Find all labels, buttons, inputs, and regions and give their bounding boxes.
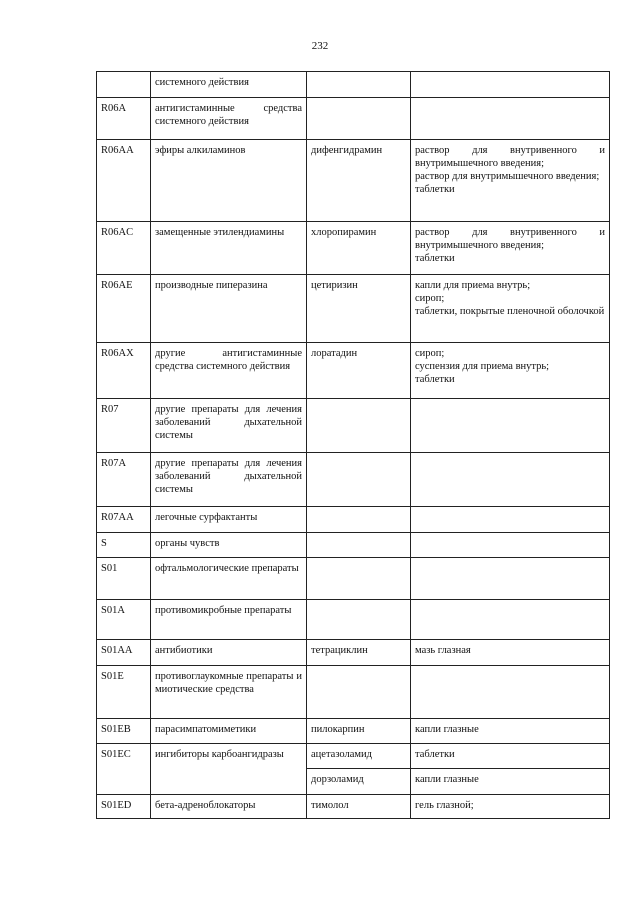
dosage-form: таблетки, покрытые пленочной оболочкой bbox=[415, 306, 605, 317]
drug-name-cell: лоратадин bbox=[307, 343, 411, 399]
pharm-group-cell: системного действия bbox=[151, 72, 307, 98]
drug-name-cell: хлоропирамин bbox=[307, 222, 411, 275]
pharm-group-cell: органы чувств bbox=[151, 533, 307, 558]
dosage-forms-cell bbox=[411, 453, 610, 507]
dosage-form: раствор для внутривенного и внутримышечного введения; bbox=[415, 227, 605, 251]
atc-code-cell: S01ED bbox=[97, 795, 151, 819]
drug-name-cell bbox=[307, 558, 411, 600]
table-row bbox=[97, 533, 610, 558]
pharm-group-cell: другие препараты для лечения заболеваний дыхательной системы bbox=[151, 399, 307, 453]
dosage-forms-cell bbox=[411, 140, 610, 222]
table-row bbox=[97, 222, 610, 275]
dosage-forms-cell bbox=[411, 719, 610, 744]
table-row bbox=[97, 140, 610, 222]
dosage-forms-cell bbox=[411, 600, 610, 640]
atc-code-cell: S01AA bbox=[97, 640, 151, 666]
dosage-forms-cell bbox=[411, 399, 610, 453]
dosage-form: сироп; bbox=[415, 348, 445, 359]
dosage-form: капли глазные bbox=[415, 724, 479, 735]
dosage-form: таблетки bbox=[415, 749, 455, 760]
table-row bbox=[97, 744, 610, 769]
atc-code-cell: R06AA bbox=[97, 140, 151, 222]
dosage-form: раствор для внутривенного и внутримышечного введения; bbox=[415, 145, 605, 169]
table-row bbox=[97, 795, 610, 819]
dosage-forms-cell bbox=[411, 222, 610, 275]
dosage-forms-cell bbox=[411, 98, 610, 140]
atc-drug-table bbox=[96, 71, 610, 819]
drug-name-cell: тетрациклин bbox=[307, 640, 411, 666]
pharm-group-cell: антибиотики bbox=[151, 640, 307, 666]
drug-name-cell bbox=[307, 507, 411, 533]
pharm-group-cell: противоглаукомные препараты и миотические средства bbox=[151, 666, 307, 719]
atc-code-cell: S bbox=[97, 533, 151, 558]
dosage-forms-cell bbox=[411, 666, 610, 719]
dosage-forms-cell bbox=[411, 275, 610, 343]
atc-code-cell: S01EC bbox=[97, 744, 151, 795]
dosage-forms-cell bbox=[411, 558, 610, 600]
table-row bbox=[97, 666, 610, 719]
table-row bbox=[97, 719, 610, 744]
drug-name-cell bbox=[307, 600, 411, 640]
drug-name-cell: пилокарпин bbox=[307, 719, 411, 744]
atc-code-cell: S01 bbox=[97, 558, 151, 600]
pharm-group-cell: офтальмологические препараты bbox=[151, 558, 307, 600]
table-row bbox=[97, 507, 610, 533]
table-row bbox=[97, 72, 610, 98]
drug-name-cell: дорзоламид bbox=[307, 769, 411, 795]
table-row bbox=[97, 399, 610, 453]
dosage-forms-cell bbox=[411, 795, 610, 819]
dosage-forms-cell bbox=[411, 343, 610, 399]
atc-code-cell: S01E bbox=[97, 666, 151, 719]
dosage-forms-cell bbox=[411, 769, 610, 795]
pharm-group-cell: ингибиторы карбоангидразы bbox=[151, 744, 307, 795]
drug-name-cell bbox=[307, 399, 411, 453]
dosage-form: капли глазные bbox=[415, 774, 479, 785]
pharm-group-cell: замещенные этилендиамины bbox=[151, 222, 307, 275]
drug-name-cell bbox=[307, 533, 411, 558]
dosage-forms-cell bbox=[411, 72, 610, 98]
table-row bbox=[97, 558, 610, 600]
atc-code-cell: R06AX bbox=[97, 343, 151, 399]
dosage-form: мазь глазная bbox=[415, 645, 471, 656]
atc-code-cell bbox=[97, 72, 151, 98]
drug-name-cell: цетиризин bbox=[307, 275, 411, 343]
atc-code-cell: R07 bbox=[97, 399, 151, 453]
drug-name-cell bbox=[307, 666, 411, 719]
pharm-group-cell: другие препараты для лечения заболеваний дыхательной системы bbox=[151, 453, 307, 507]
pharm-group-cell: бета-адреноблокаторы bbox=[151, 795, 307, 819]
pharm-group-cell: противомикробные препараты bbox=[151, 600, 307, 640]
pharm-group-cell: парасимпатомиметики bbox=[151, 719, 307, 744]
dosage-form: таблетки bbox=[415, 253, 455, 264]
table-row bbox=[97, 453, 610, 507]
drug-name-cell bbox=[307, 98, 411, 140]
table-row bbox=[97, 275, 610, 343]
atc-code-cell: R07AA bbox=[97, 507, 151, 533]
atc-code-cell: R06AC bbox=[97, 222, 151, 275]
table-row bbox=[97, 343, 610, 399]
dosage-form: гель глазной; bbox=[415, 800, 474, 811]
pharm-group-cell: производные пиперазина bbox=[151, 275, 307, 343]
dosage-forms-cell bbox=[411, 507, 610, 533]
drug-name-cell bbox=[307, 72, 411, 98]
pharm-group-cell: эфиры алкиламинов bbox=[151, 140, 307, 222]
pharm-group-cell: другие антигистаминные средства системного действия bbox=[151, 343, 307, 399]
pharm-group-cell: антигистаминные средства системного действия bbox=[151, 98, 307, 140]
drug-name-cell: дифенгидрамин bbox=[307, 140, 411, 222]
table-row bbox=[97, 98, 610, 140]
atc-code-cell: R06AE bbox=[97, 275, 151, 343]
pharm-group-cell: легочные сурфактанты bbox=[151, 507, 307, 533]
table-row bbox=[97, 640, 610, 666]
atc-code-cell: S01A bbox=[97, 600, 151, 640]
dosage-forms-cell bbox=[411, 744, 610, 769]
table-row bbox=[97, 600, 610, 640]
dosage-forms-cell bbox=[411, 640, 610, 666]
dosage-form: раствор для внутримышечного введения; bbox=[415, 171, 600, 182]
drug-name-cell: ацетазоламид bbox=[307, 744, 411, 769]
dosage-forms-cell bbox=[411, 533, 610, 558]
atc-code-cell: S01EB bbox=[97, 719, 151, 744]
dosage-form: таблетки bbox=[415, 184, 455, 195]
drug-name-cell bbox=[307, 453, 411, 507]
dosage-form: таблетки bbox=[415, 374, 455, 385]
atc-code-cell: R06A bbox=[97, 98, 151, 140]
atc-code-cell: R07A bbox=[97, 453, 151, 507]
dosage-form: суспензия для приема внутрь; bbox=[415, 361, 550, 372]
dosage-form: сироп; bbox=[415, 293, 445, 304]
page-number: 232 bbox=[311, 40, 329, 52]
dosage-form: капли для приема внутрь; bbox=[415, 280, 531, 291]
drug-name-cell: тимолол bbox=[307, 795, 411, 819]
